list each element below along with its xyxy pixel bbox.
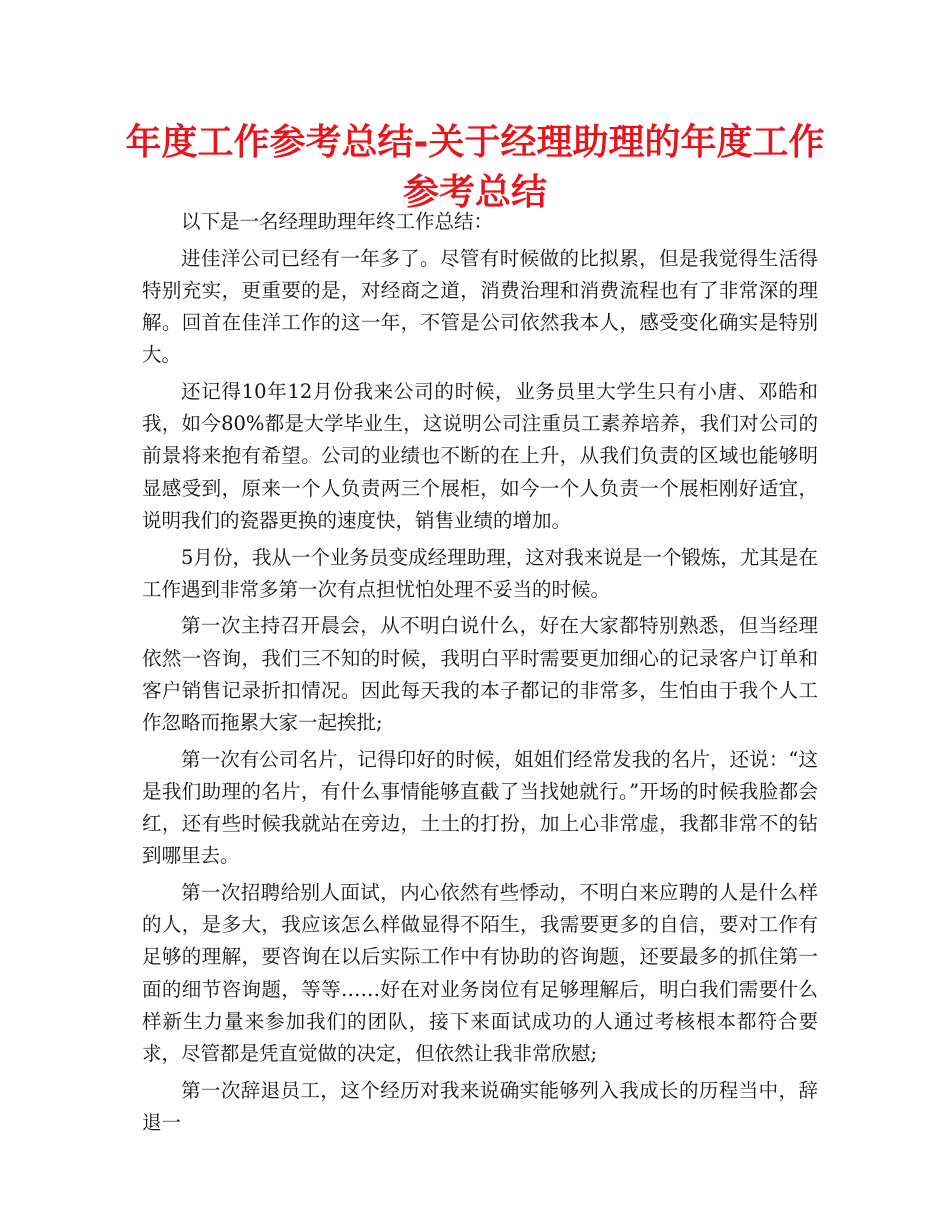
paragraph: 第一次有公司名片，记得印好的时候，姐姐们经常发我的名片，还说：“这是我们助理的名片，有什么事情能够直截了当找她就行。”开场的时候我脸都会红，还有些时候我就站在旁边，土土的打扮，加上心非常虚，我都非常不的钻到哪里去。 (142, 747, 818, 868)
paragraph: 第一次主持召开晨会，从不明白说什么，好在大家都特别熟悉，但当经理依然一咨询，我们三不知的时候，我明白平时需要更加细心的记录客户订单和客户销售记录折扣情况。因此每天我的本子都记的非常多，生怕由于我个人工作忽略而拖累大家一起挨批; (142, 614, 818, 735)
paragraph-intro: 以下是一名经理助理年终工作总结： (181, 210, 494, 233)
paragraph: 第一次招聘给别人面试，内心依然有些悸动，不明白来应聘的人是什么样的人，是多大，我应该怎么样做显得不陌生，我需要更多的自信，要对工作有足够的理解，要咨询在以后实际工作中有协助的咨询题，还要最多的抓住第一面的细节咨询题，等等……好在对业务岗位有足够理解后，明白我们需要什么样新生力量来参加我们的团队，接下来面试成功的人通过考核根本都符合要求，尽管都是凭直觉做的决定，但依然让我非常欣慰; (142, 881, 818, 1066)
paragraph: 进佳洋公司已经有一年多了。尽管有时候做的比拟累，但是我觉得生活得特别充实，更重要的是，对经商之道，消费治理和消费流程也有了非常深的理解。回首在佳洋工作的这一年，不管是公司依然我本人，感受变化确实是特别大。 (142, 246, 818, 367)
document-title: 年度工作参考总结-关于经理助理的年度工作参考总结 (125, 122, 825, 213)
paragraph: 第一次辞退员工，这个经历对我来说确实能够列入我成长的历程当中，辞退一 (142, 1078, 818, 1134)
paragraph: 还记得10年12月份我来公司的时候，业务员里大学生只有小唐、邓皓和我，如今80%都是大学毕业生，这说明公司注重员工素养培养，我们对公司的前景将来抱有希望。公司的业绩也不断的在上升，从我们负责的区域也能够明显感受到，原来一个人负责两三个展柜，如今一个人负责一个展柜刚好适宜，说明我们的瓷器更换的速度快，销售业绩的增加。 (142, 380, 818, 532)
paragraph: 5月份，我从一个业务员变成经理助理，这对我来说是一个锻炼，尤其是在工作遇到非常多第一次有点担忧怕处理不妥当的时候。 (142, 545, 818, 601)
document-body (142, 206, 818, 1144)
